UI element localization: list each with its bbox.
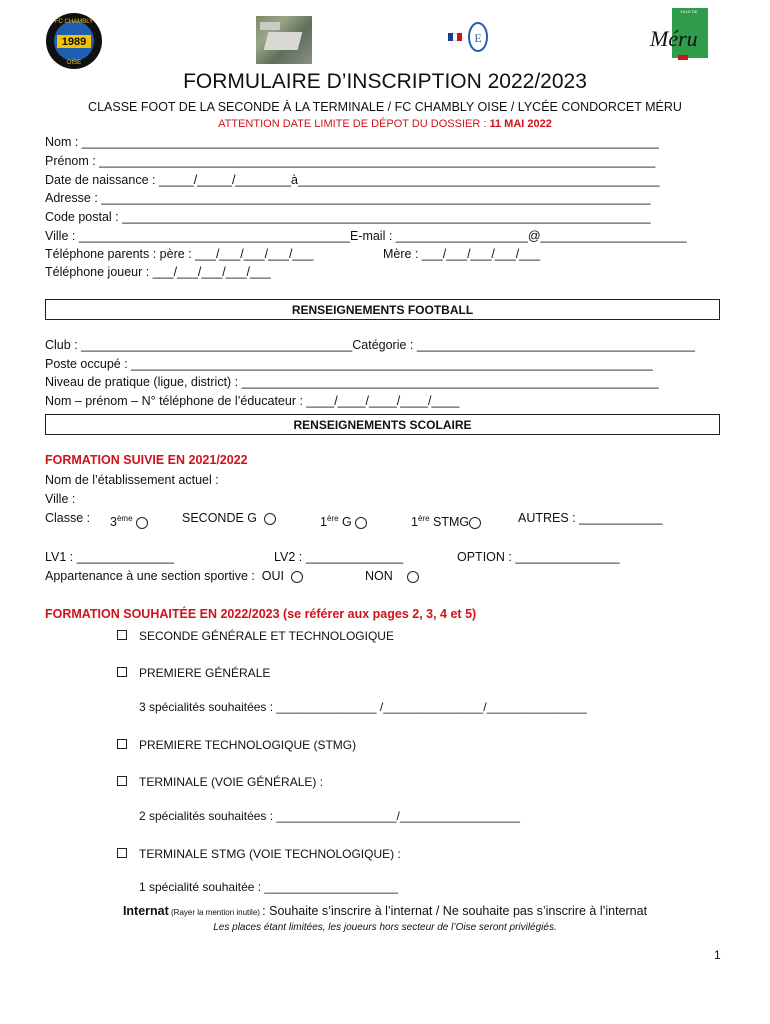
field-nom[interactable]: Nom : ___________________________________________________________________________________	[45, 135, 659, 149]
field-2-specialites[interactable]: 2 spécialités souhaitées : __________________/__________________	[139, 809, 521, 823]
page-title: FORMULAIRE D’INSCRIPTION 2022/2023	[183, 70, 587, 93]
field-niveau[interactable]: Niveau de pratique (ligue, district) : ____________________________________________________________	[45, 375, 659, 389]
option-terminale-generale-label: TERMINALE (VOIE GÉNÉRALE) :	[139, 775, 324, 789]
checkbox-premiere-techno[interactable]	[117, 739, 127, 749]
classe-1g[interactable]	[320, 511, 367, 530]
field-tel-mere[interactable]: Mère : ___/___/___/___/___	[383, 247, 541, 261]
internat-note: Les places étant limitées, les joueurs hors secteur de l’Oise seront privilégiés.	[213, 922, 557, 933]
marianne-logo	[448, 33, 462, 45]
meru-name: Méru	[650, 26, 698, 51]
classe-1stmg-suffix: STMG	[429, 515, 470, 530]
option-premiere-techno-label: PREMIERE TECHNOLOGIQUE (STMG)	[139, 738, 357, 752]
classe-1g-text: 1	[320, 515, 327, 530]
field-club-categorie[interactable]: Club : _______________________________________Catégorie : ________________________________________	[45, 338, 695, 352]
formation-suivie-title: FORMATION SUIVIE EN 2021/2022	[45, 453, 248, 467]
classe-1stmg-text: 1	[411, 515, 418, 530]
classe-1stmg-sup: ère	[417, 514, 430, 523]
field-adresse[interactable]: Adresse : _______________________________________________________________________________	[45, 191, 651, 205]
field-educateur[interactable]: Nom – prénom – N° téléphone de l’éducateur : ____/____/____/____/____	[45, 394, 460, 408]
lycee-photo	[256, 16, 312, 64]
club-bottom: OISE	[66, 60, 82, 66]
field-autres[interactable]: AUTRES : ____________	[518, 511, 663, 525]
deadline-notice	[0, 118, 770, 130]
ville-de-label: VILLE DE	[680, 9, 698, 14]
field-prenom[interactable]: Prénom : ________________________________________________________________________________	[45, 154, 656, 168]
classe-seconde[interactable]	[182, 511, 276, 526]
section-sportive-label	[45, 569, 303, 584]
meru-logo	[650, 8, 708, 63]
classe-1stmg[interactable]	[411, 511, 481, 530]
club-top: FC CHAMBLY	[54, 19, 94, 25]
club-year: 1989	[61, 36, 87, 48]
classe-3eme[interactable]	[110, 511, 148, 530]
classe-3-text: 3	[110, 515, 117, 530]
internat-line[interactable]	[0, 904, 770, 918]
subtitle: CLASSE FOOT DE LA SECONDE À LA TERMINALE / FC CHAMBLY OISE / LYCÉE CONDORCET MÉRU	[88, 100, 682, 114]
radio-oui[interactable]	[291, 571, 303, 583]
non-text: NON	[365, 569, 393, 583]
classe-1g-sup: ère	[326, 514, 339, 523]
section-header-football: RENSEIGNEMENTS FOOTBALL	[45, 299, 720, 320]
deadline-text: ATTENTION DATE LIMITE DE DÉPOT DU DOSSIER :	[218, 118, 490, 130]
field-lv1[interactable]: LV1 : ______________	[45, 550, 175, 564]
field-lv2[interactable]: LV2 : ______________	[274, 550, 404, 564]
internat-small: (Rayer la mention inutile)	[168, 908, 263, 917]
section-header-scolaire: RENSEIGNEMENTS SCOLAIRE	[45, 414, 720, 435]
classe-3-sup: ème	[116, 514, 133, 523]
section-sportive-text: Appartenance à une section sportive : OUI	[45, 569, 285, 583]
internat-label: Internat	[122, 904, 169, 918]
formation-souhaitee-title: FORMATION SOUHAITÉE EN 2022/2023 (se référer aux pages 2, 3, 4 et 5)	[45, 607, 477, 621]
page-number: 1	[714, 948, 721, 962]
field-etablissement[interactable]: Nom de l’établissement actuel :	[45, 473, 219, 487]
radio-3eme[interactable]	[136, 517, 148, 529]
field-option[interactable]: OPTION : _______________	[457, 550, 620, 564]
non-option[interactable]	[365, 569, 419, 584]
option-premiere-generale-label: PREMIERE GÉNÉRALE	[139, 666, 271, 680]
checkbox-seconde[interactable]	[117, 630, 127, 640]
field-3-specialites[interactable]: 3 spécialités souhaitées : _______________ /_______________/_______________	[139, 700, 587, 714]
radio-1g[interactable]	[355, 517, 367, 529]
radio-non[interactable]	[407, 571, 419, 583]
academie-logo	[468, 22, 488, 52]
classe-label: Classe :	[45, 511, 91, 525]
field-ville-etab[interactable]: Ville :	[45, 492, 76, 506]
field-date-naissance[interactable]: Date de naissance : _____/_____/________à____________________________________________________	[45, 173, 660, 187]
checkbox-terminale-generale[interactable]	[117, 776, 127, 786]
svg-text:E: E	[474, 31, 482, 45]
internat-text: : Souhaite s’inscrire à l’internat / Ne souhaite pas s’inscrire à l’internat	[262, 904, 648, 918]
classe-seconde-text: SECONDE G	[182, 511, 258, 525]
radio-seconde[interactable]	[264, 513, 276, 525]
field-1-specialite[interactable]: 1 spécialité souhaitée : ____________________	[139, 880, 398, 894]
field-ville-email[interactable]: Ville : _______________________________________E-mail : ___________________@_____________________	[45, 229, 687, 243]
option-terminale-stmg-label: TERMINALE STMG (VOIE TECHNOLOGIQUE) :	[139, 847, 401, 861]
classe-1g-suffix: G	[338, 515, 352, 530]
fc-chambly-logo	[45, 12, 103, 70]
field-tel-parents[interactable]: Téléphone parents : père : ___/___/___/___/___	[45, 247, 314, 261]
radio-1stmg[interactable]	[469, 517, 481, 529]
option-seconde-label: SECONDE GÉNÉRALE ET TECHNOLOGIQUE	[139, 629, 394, 643]
field-code-postal[interactable]: Code postal : ____________________________________________________________________________	[45, 210, 651, 224]
deadline-date: 11 MAI 2022	[489, 118, 552, 130]
checkbox-premiere-generale[interactable]	[117, 667, 127, 677]
field-poste[interactable]: Poste occupé : ___________________________________________________________________________	[45, 357, 653, 371]
field-tel-joueur[interactable]: Téléphone joueur : ___/___/___/___/___	[45, 265, 271, 279]
checkbox-terminale-stmg[interactable]	[117, 848, 127, 858]
